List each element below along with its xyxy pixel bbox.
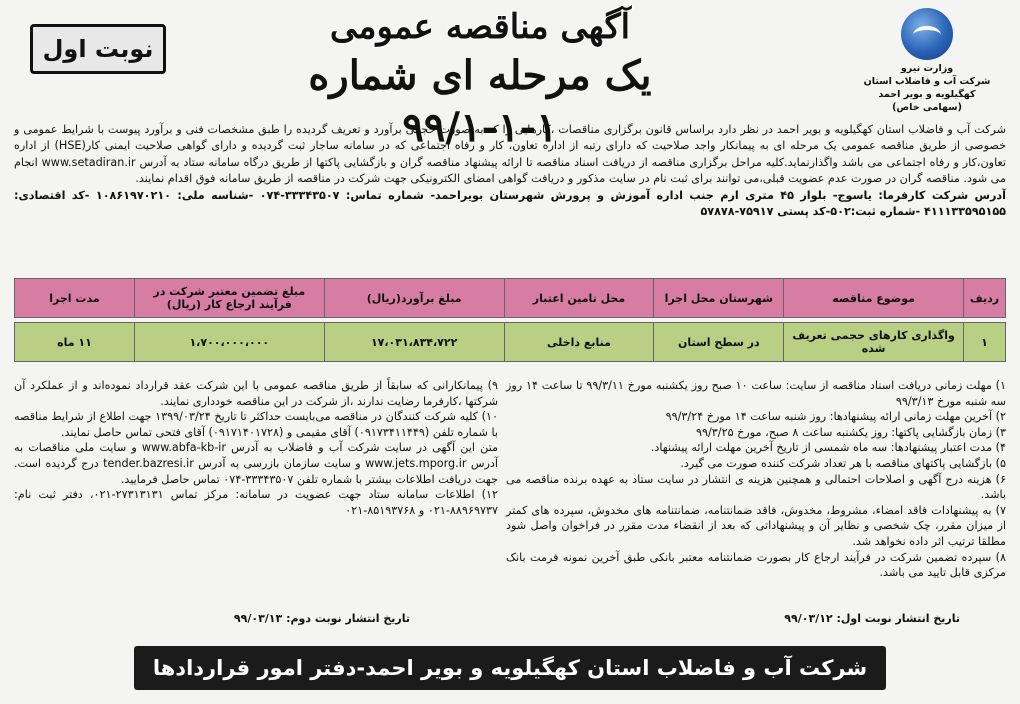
employer-address: آدرس شرکت کارفرما: یاسوج- بلوار ۴۵ متری ارم جنب اداره آموزش و پرورش شهرستان بویراحمد- شماره تماس: ۳۳۳۴۳۵۰۷-۰۷۴ -شناسه ملی: ۱۰۸۶۱۹۷۰۲۱۰ -کد اقتصادی: ۴۱۱۱۳۳۵۹۵۱۵۵ -شماره ثبت:۵۰۲-کد پستی ۷۵۹۱۷-۵۷۸۷۸ bbox=[14, 188, 1006, 219]
term-item: ۱۲) اطلاعات سامانه ستاد جهت عضویت در سامانه: مرکز تماس ۲۷۳۱۳۱۳۱-۰۲۱، دفتر ثبت نام: ۸۸۹۶۹۷۳۷-۰۲۱ و ۸۵۱۹۳۷۶۸-۰۲۱ bbox=[14, 488, 498, 517]
publication-date-second: تاریخ انتشار نوبت دوم: ۹۹/۰۳/۱۳ bbox=[233, 612, 410, 625]
terms-left-column bbox=[14, 378, 498, 518]
company-name: شرکت آب و فاضلاب استان کهگیلویه و بویر احمد bbox=[863, 76, 991, 100]
term-item: ۲) آخرین مهلت زمانی ارائه پیشنهادها: روز شنبه ساعت ۱۴ مورخ ۹۹/۳/۲۴ bbox=[665, 410, 1006, 424]
header-cell-funding: محل تامین اعتبار bbox=[504, 279, 654, 318]
cell-subject: واگذاری کارهای حجمی تعریف شده bbox=[784, 323, 964, 362]
cell-guarantee: ۱،۷۰۰،۰۰۰،۰۰۰ bbox=[134, 323, 324, 362]
tender-table bbox=[14, 278, 1006, 362]
header-cell-duration: مدت اجرا bbox=[15, 279, 135, 318]
footer-banner: شرکت آب و فاضلاب استان کهگیلویه و بویر احمد-دفتر امور قراردادها bbox=[134, 646, 886, 690]
header-cell-guarantee: مبلغ تضمین معتبر شرکت در فرآیند ارجاع کار (ریال) bbox=[134, 279, 324, 318]
term-item: ۱) مهلت زمانی دریافت اسناد مناقصه از سایت: ساعت ۱۰ صبح روز یکشنبه مورخ ۹۹/۳/۱۱ تا ساعت ۱۴ روز سه شنبه مورخ ۹۹/۳/۱۳ bbox=[506, 379, 1006, 408]
header-cell-city: شهرستان محل اجرا bbox=[654, 279, 784, 318]
term-item: متن این آگهی در سایت شرکت آب و فاضلاب به آدرس www.abfa-kb-ir و سایت ملی مناقصات به آدرس www.jets.mporg.ir و سایت سازمان بازرسی به آدرس tender.bazresi.ir درج گردیده است. جهت دریافت اطلاعات بیشتر با شماره تلفن ۳۳۳۴۳۵۰۷-۰۷۴ تماس حاصل فرمایید. bbox=[14, 441, 498, 486]
cell-funding: منابع داخلی bbox=[504, 323, 654, 362]
term-item: ۹) پیمانکارانی که سابقاً از طریق مناقصه عمومی با این شرکت عقد قرارداد نموده‌اند و از عملکرد آن شرکتها ،کارفرما رضایت ندارند ،از شرکت در این مناقصه خودداری نمایند. bbox=[14, 379, 498, 408]
cell-row-number: ۱ bbox=[964, 323, 1006, 362]
publication-date-first: تاریخ انتشار نوبت اول: ۹۹/۰۳/۱۲ bbox=[784, 612, 960, 625]
organization-block bbox=[852, 8, 1002, 114]
ad-title: آگهی مناقصه عمومی bbox=[329, 7, 631, 47]
term-item: ۸) سپرده تضمین شرکت در فرآیند ارجاع کار بصورت ضمانتنامه معتبر بانکی طبق آخرین نمونه فرمت بانک مرکزی قابل تایید می باشد. bbox=[506, 550, 1006, 580]
cell-city: در سطح استان bbox=[654, 323, 784, 362]
cell-duration: ۱۱ ماه bbox=[15, 323, 135, 362]
header-cell-row-number: ردیف bbox=[964, 279, 1006, 318]
header-cell-estimate: مبلغ برآورد(ریال) bbox=[324, 279, 504, 318]
header-cell-subject: موضوع مناقصه bbox=[784, 279, 964, 318]
turn-badge: نوبت اول bbox=[30, 24, 166, 74]
intro-section bbox=[14, 122, 1006, 220]
term-item: ۷) به پیشنهادات فاقد امضاء، مشروط، مخدوش، فاقد ضمانتنامه، ضمانتنامه های مخدوش، سپرده های کمتر از میزان مقرر، چک شخصی و نظایر آن و پیشنهاداتی که بعد از انقضاء مدت مقرر در فراخوان واصل شود مطلقا ترتیب اثر داده نخواهد شد. bbox=[506, 503, 1006, 548]
ministry-name: وزارت نیرو bbox=[900, 63, 954, 74]
table-header-row bbox=[15, 279, 1006, 318]
term-item: ۳) زمان بازگشایی پاکتها: روز یکشنبه ساعت ۸ صبح، مورخ ۹۹/۳/۲۵ bbox=[696, 425, 1006, 439]
term-item: ۵) بازگشایی پاکتهای مناقصه با هر تعداد شرکت کننده صورت می گیرد. bbox=[680, 456, 1006, 470]
company-type: (سهامی خاص) bbox=[892, 102, 962, 113]
cell-estimate: ۱۷،۰۳۱،۸۳۴،۷۲۲ bbox=[324, 323, 504, 362]
table-row bbox=[15, 323, 1006, 362]
intro-paragraph: شرکت آب و فاضلاب استان کهگیلویه و بویر احمد در نظر دارد براساس قانون برگزاری مناقصات ،کارهایی را که به صورت حجمی برآورد و تعریف گردیده را طبق مشخصات فنی و برآورد پیوست با شرایط عمومی و خصوصی از طریق مناقصه عمومی یک مرحله ای به پیمانکار واجد صلاحیت که دارای رتبه از اداره تعاون، کار و رفاه اجتماعی که در سامانه ساجار ثبت گردیده و دارای گواهی صلاحیت ایمنی کار(HSE) از اداره تعاون،کار و رفاه اجتماعی می باشد واگذارنماید.کلیه مراحل برگزاری مناقصه از دریافت اسناد مناقصه تا ارائه پیشنهاد مناقصه گران و بازگشایی پاکتها از طریق درگاه سامانه ستاد به آدرس www.setadiran.ir انجام می شود. مناقصه گران در صورت عدم عضویت قبلی،می توانند برای ثبت نام در سایت مذکور و دریافت گواهی امضای الکترونیکی جهت شرکت در مناقصه از طریق سامانه فوق اقدام نمایند. bbox=[14, 123, 1007, 186]
term-item: ۱۰) کلیه شرکت کنندگان در مناقصه می‌بایست حداکثر تا تاریخ ۱۳۹۹/۰۳/۲۴ جهت اطلاع از شرایط مناقصه با شماره تلفن (۰۹۱۷۳۴۱۱۴۴۹) آقای مقیمی و (۰۹۱۷۱۴۰۱۷۲۸) آقای فتحی تماس حاصل نمایند. bbox=[14, 410, 498, 439]
term-item: ۴) مدت اعتبار پیشنهادها: سه ماه شمسی از تاریخ آخرین مهلت ارائه پیشنهاد. bbox=[650, 441, 1006, 455]
water-drop-logo-icon bbox=[901, 8, 953, 60]
terms-right-column bbox=[506, 378, 1006, 581]
term-item: ۶) هزینه درج آگهی و اصلاحات احتمالی و همچنین هزینه ی انتشار در سایت ستاد به عهده برنده مناقصه می باشد. bbox=[506, 472, 1006, 502]
tender-number-title: یک مرحله ای شماره ۱-۱-۹۹/۱ bbox=[308, 52, 652, 151]
